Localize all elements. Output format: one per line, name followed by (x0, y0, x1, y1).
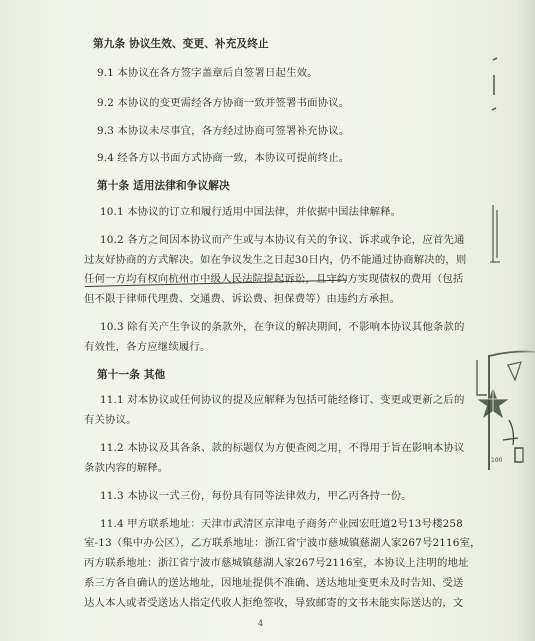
clause-10-1: 10.1 本协议的订立和履行适用中国法律，并依据中国法律解释。 (100, 206, 402, 218)
clause-9-2: 9.2 本协议的变更需经各方协商一致并签署书面协议。 (97, 97, 350, 109)
scan-edge-shadow (517, 0, 535, 641)
clause-10-2-line-3: 任何一方均有权向杭州市中级人民法院提起诉讼，且守约方实现债权的费用（包括 (84, 273, 464, 285)
article-9-title: 第九条 协议生效、变更、补充及终止 (93, 38, 269, 50)
clause-10-2-line-2: 过友好协商的方式解决。如在争议发生之日起30日内，仍不能通过协商解决的，则 (84, 254, 467, 266)
clause-10-2-line-1: 10.2 各方之间因本协议而产生或与本协议有关的争议、诉求或争论，应首先通 (100, 234, 465, 246)
clause-11-4-line-2: 室-13（集中办公区），乙方联系地址：浙江省宁波市慈城镇慈湖人家267号2116室， (84, 537, 481, 549)
clause-10-3-line-1: 10.3 除有关产生争议的条款外，在争议的解决期间，不影响本协议其他条款的 (100, 321, 465, 333)
clause-11-1-line-2: 有关协议。 (84, 414, 137, 426)
article-10-title: 第十条 适用法律和争议解决 (97, 180, 230, 192)
clause-11-2-line-2: 条款内容的解释。 (84, 462, 169, 474)
article-11-title: 第十一条 其他 (97, 369, 166, 381)
clause-10-3-line-2: 有效性，各方应继续履行。 (84, 341, 211, 353)
clause-11-2-line-1: 11.2 本协议及其各条、款的标题仅为方便查阅之用，不得用于旨在影响本协议 (100, 442, 465, 454)
svg-text:100: 100 (491, 457, 503, 464)
clause-11-4-line-4: 系三方各自确认的送达地址，因地址提供不准确、送达地址变更未及时告知、受送 (84, 577, 464, 589)
clause-11-3: 11.3 本协议一式三份，每份具有同等法律效力，甲乙丙各持一份。 (100, 490, 412, 502)
clause-9-3: 9.3 本协议未尽事宜，各方经过协商可签署补充协议。 (97, 125, 350, 137)
clause-11-1-line-1: 11.1 对本协议或任何协议的提及应解释为包括可能经修订、变更或更新之后的 (100, 394, 465, 406)
clause-9-4: 9.4 经各方以书面方式协商一致，本协议可提前终止。 (97, 152, 350, 164)
clause-11-4-line-3: 丙方联系地址：浙江省宁波市慈城镇慈湖人家267号2116室，本协议上注明的地址 (84, 557, 469, 569)
page-number: 4 (258, 619, 264, 628)
clause-10-2-line-4: 但不限于律师代理费、交通费、诉讼费、担保费等）由违约方承担。 (84, 293, 401, 305)
clause-9-1: 9.1 本协议在各方签字盖章后自签署日起生效。 (97, 67, 318, 79)
clause-11-4-line-5: 达人本人或者受送达人指定代收人拒绝签收，导致邮寄的文书未能实际送达的，文 (84, 597, 464, 609)
clause-11-4-line-1: 11.4 甲方联系地址：天津市武清区京津电子商务产业园宏旺道2号13号楼258 (100, 518, 463, 530)
